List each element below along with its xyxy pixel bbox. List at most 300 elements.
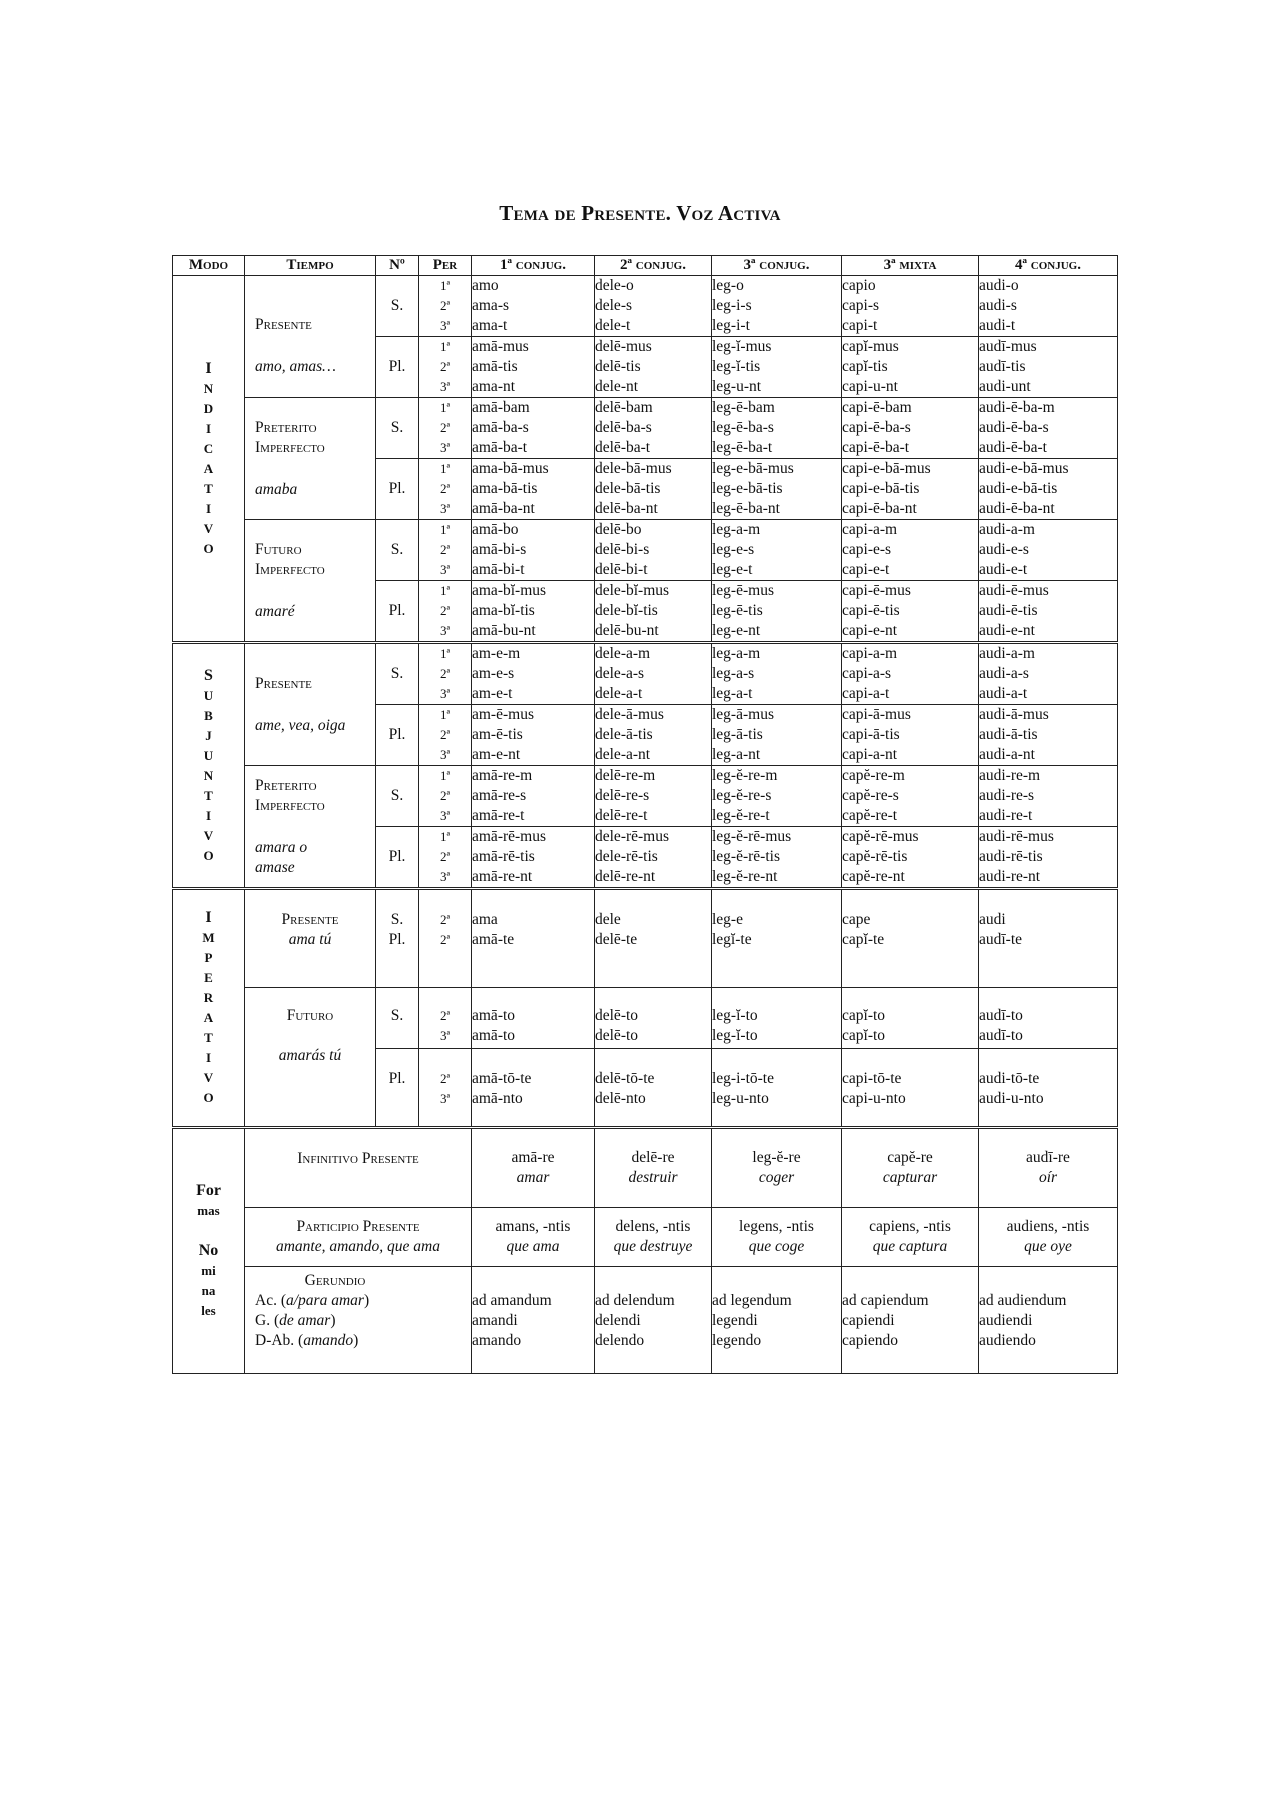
participio-form: audiens, -ntis xyxy=(1006,1218,1090,1235)
sub-imperfecto-name xyxy=(245,766,376,889)
numero-plural: Pl. xyxy=(376,705,419,766)
form-line: audi-unt xyxy=(979,378,1031,395)
form-line: ama-bĭ-mus xyxy=(472,582,547,599)
form-line: audi-tō-te xyxy=(979,1070,1040,1087)
form-line: 3ª xyxy=(439,1028,451,1043)
form-line: legendi xyxy=(712,1312,758,1329)
form-line: leg-a-m xyxy=(712,521,761,538)
gerundio-conj-1 xyxy=(472,1267,595,1374)
ind-futuro-name xyxy=(245,520,376,643)
form-line: capi-a-m xyxy=(842,521,898,538)
modo-letter: I xyxy=(205,807,212,823)
header-conj-3: 3ª conjug. xyxy=(712,256,842,276)
modo-letter: A xyxy=(203,1010,214,1025)
forms-sg-conj-4 xyxy=(842,398,979,459)
form-line: capi-ē-ba-t xyxy=(842,439,910,456)
form-line: audi-ē-ba-nt xyxy=(979,500,1055,517)
tense-line: amara o xyxy=(255,838,308,856)
form-line: delē-re-s xyxy=(595,787,650,804)
form-line: delē-nto xyxy=(595,1090,646,1107)
forms-sg-conj-1 xyxy=(472,766,595,827)
infinitivo-form: amā-re xyxy=(511,1149,555,1166)
forms-pl-conj-2 xyxy=(595,705,712,766)
form-line: audi-s xyxy=(979,297,1017,314)
modo-letter: T xyxy=(204,480,213,496)
form-line: capi-u-nt xyxy=(842,378,898,395)
case-suffix: ) xyxy=(363,1292,370,1309)
form-line: audī-to xyxy=(979,1007,1023,1024)
form-line: leg-e-t xyxy=(712,561,753,578)
forms-sg-conj-1 xyxy=(472,276,595,337)
imp-futuro-name xyxy=(245,988,376,1128)
form-line: am-ē-tis xyxy=(472,726,523,743)
form-line: dele-bĭ-tis xyxy=(595,602,658,619)
form-line: dele-a-nt xyxy=(595,746,651,763)
person-cell xyxy=(419,520,472,581)
form-line: leg-a-nt xyxy=(712,746,761,763)
form-line: delē-tō-te xyxy=(595,1070,655,1087)
form-line: 3ª xyxy=(439,747,451,762)
imp-futuro-sg-conj-2 xyxy=(595,988,712,1049)
imp-futuro-sg-conj-1 xyxy=(472,988,595,1049)
infinitivo-form: capĕ-re xyxy=(887,1149,933,1166)
infinitivo-form: leg-ĕ-re xyxy=(752,1149,801,1166)
form-line: dele-nt xyxy=(595,378,639,395)
form-line: audi-ē-ba-s xyxy=(979,419,1049,436)
infinitivo-row xyxy=(173,1128,1118,1208)
person-cell xyxy=(419,889,472,988)
participio-meaning: que captura xyxy=(872,1238,948,1255)
form-line: dele-t xyxy=(595,317,631,334)
form-line: 3ª xyxy=(439,501,451,516)
modo-letter: mas xyxy=(197,1203,220,1218)
form-line: capĭ-mus xyxy=(842,338,899,355)
form-line: amā-te xyxy=(472,931,515,948)
imp-futuro-sg-conj-5 xyxy=(979,988,1118,1049)
forms-sg-conj-4 xyxy=(842,766,979,827)
form-line: amā-re-m xyxy=(472,767,533,784)
person-line: 2ª xyxy=(439,932,451,947)
participio-meaning: que oye xyxy=(1024,1238,1072,1255)
numero-singular: S. xyxy=(390,911,404,928)
forms-pl-conj-4 xyxy=(842,581,979,643)
form-line: capĕ-re-s xyxy=(842,787,899,804)
form-line: 1ª xyxy=(439,583,451,598)
forms-sg-conj-4 xyxy=(842,643,979,705)
imp-presente-name xyxy=(245,889,376,988)
numero-singular: S. xyxy=(376,398,419,459)
imp-presente-conj-4 xyxy=(842,889,979,988)
numero-plural: Pl. xyxy=(388,931,406,948)
forms-pl-conj-4 xyxy=(842,705,979,766)
forms-pl-conj-3 xyxy=(712,581,842,643)
form-line: capĭ-to xyxy=(842,1027,886,1044)
ind-imperfecto-singular xyxy=(173,398,1118,459)
form-line: audī-mus xyxy=(979,338,1037,355)
form-line: dele-rē-tis xyxy=(595,848,658,865)
form-line: audi-ā-tis xyxy=(979,726,1038,743)
gerundio-row xyxy=(173,1267,1118,1374)
form-line: ama-bā-tis xyxy=(472,480,538,497)
participio-form: amans, -ntis xyxy=(495,1218,571,1235)
form-line: audiendo xyxy=(979,1332,1036,1349)
form-line: dele-s xyxy=(595,297,633,314)
form-line: dele-o xyxy=(595,277,634,294)
form-line: audi-a-m xyxy=(979,645,1035,662)
numero-plural: Pl. xyxy=(376,337,419,398)
conjugation-table xyxy=(172,255,1118,1374)
form-line: amā-mus xyxy=(472,338,529,355)
forms-sg-conj-2 xyxy=(595,643,712,705)
form-line: capi-ē-tis xyxy=(842,602,900,619)
form-line: ad capiendum xyxy=(842,1292,929,1309)
form-line: leg-i-t xyxy=(712,317,750,334)
form-line: amā-ba-nt xyxy=(472,500,535,517)
form-line: dele-bā-tis xyxy=(595,480,661,497)
form-line: audi-e-bā-mus xyxy=(979,460,1069,477)
form-line: 2ª xyxy=(439,298,451,313)
forms-pl-conj-1 xyxy=(472,337,595,398)
forms-pl-conj-5 xyxy=(979,705,1118,766)
form-line: dele-rē-mus xyxy=(595,828,670,845)
form-line: amā-bi-s xyxy=(472,541,527,558)
form-line: capi-ē-ba-s xyxy=(842,419,911,436)
form-line: capi-e-nt xyxy=(842,622,898,639)
form-line: 2ª xyxy=(439,542,451,557)
form-line: leg-ē-bam xyxy=(712,399,775,416)
form-line: 2ª xyxy=(439,788,451,803)
modo-letter: M xyxy=(202,930,215,945)
header-tiempo: Tiempo xyxy=(245,256,376,276)
form-line: audi-a-nt xyxy=(979,746,1035,763)
form-line: audi-re-nt xyxy=(979,868,1041,885)
person-cell xyxy=(419,581,472,643)
numero-plural: Pl. xyxy=(376,459,419,520)
modo-letter: na xyxy=(201,1283,216,1298)
form-line: 3ª xyxy=(439,562,451,577)
infinitivo-meaning: coger xyxy=(758,1169,795,1186)
form-line: am-ē-mus xyxy=(472,706,534,723)
participio-form: legens, -ntis xyxy=(739,1218,814,1235)
forms-pl-conj-1 xyxy=(472,827,595,889)
ind-imperfecto-name xyxy=(245,398,376,520)
form-line: capi-tō-te xyxy=(842,1070,902,1087)
form-line: capi-e-t xyxy=(842,561,890,578)
numero-singular: S. xyxy=(376,276,419,337)
forms-sg-conj-3 xyxy=(712,520,842,581)
tense-line: ama tú xyxy=(288,931,332,948)
imp-futuro-pl-conj-4 xyxy=(842,1049,979,1128)
form-line: audi-ē-ba-m xyxy=(979,399,1055,416)
header-persona: Per xyxy=(419,256,472,276)
imp-futuro-pl-conj-1 xyxy=(472,1049,595,1128)
modo-letter: I xyxy=(205,500,212,516)
forms-pl-conj-2 xyxy=(595,337,712,398)
modo-imperativo xyxy=(173,889,245,1128)
form-line: leg-o xyxy=(712,277,744,294)
forms-pl-conj-4 xyxy=(842,337,979,398)
form-line: 2ª xyxy=(439,849,451,864)
infinitivo-form: delē-re xyxy=(631,1149,675,1166)
form-line: leg-ĕ-rē-mus xyxy=(712,828,792,845)
form-line: amā-ba-s xyxy=(472,419,529,436)
tense-line: Presente xyxy=(255,674,312,692)
forms-pl-conj-5 xyxy=(979,581,1118,643)
form-line: ad legendum xyxy=(712,1292,792,1309)
imp-futuro-pl-conj-2 xyxy=(595,1049,712,1128)
numero-singular: S. xyxy=(376,988,419,1049)
case-prefix: D-Ab. ( xyxy=(255,1332,304,1349)
page-title: Tema de Presente. Voz Activa xyxy=(499,201,781,225)
forms-sg-conj-5 xyxy=(979,398,1118,459)
form-line: leg-i-s xyxy=(712,297,752,314)
modo-letter: I xyxy=(205,1050,212,1065)
infinitivo-meaning: destruir xyxy=(628,1169,678,1186)
infinitivo-label xyxy=(245,1128,472,1208)
numero-cell xyxy=(376,889,419,988)
form-line: capi-ē-mus xyxy=(842,582,911,599)
forms-pl-conj-1 xyxy=(472,705,595,766)
tense-line: Preterito xyxy=(255,776,317,794)
form-line: capi-u-nto xyxy=(842,1090,906,1107)
form-line: capi-ā-tis xyxy=(842,726,900,743)
forms-sg-conj-5 xyxy=(979,520,1118,581)
imp-presente-conj-2 xyxy=(595,889,712,988)
form-line: leg-e-bā-tis xyxy=(712,480,783,497)
infinitivo-form: audī-re xyxy=(1026,1149,1070,1166)
modo-letter: N xyxy=(203,767,214,783)
form-line: ama xyxy=(472,911,498,928)
form-line: amā-bi-t xyxy=(472,561,525,578)
form-line: 1ª xyxy=(439,829,451,844)
form-line: amo xyxy=(472,277,499,294)
gerundio-conj-3 xyxy=(712,1267,842,1374)
form-line: capiendo xyxy=(842,1332,898,1349)
form-line: audi xyxy=(979,911,1006,928)
form-line: audi-e-t xyxy=(979,561,1028,578)
form-line: capi-s xyxy=(842,297,880,314)
case-meaning: amando xyxy=(303,1332,354,1349)
participio-form: delens, -ntis xyxy=(615,1218,691,1235)
form-line: amā-bu-nt xyxy=(472,622,536,639)
forms-sg-conj-5 xyxy=(979,276,1118,337)
forms-sg-conj-2 xyxy=(595,398,712,459)
sub-presente-name xyxy=(245,643,376,766)
gerundio-label xyxy=(245,1267,472,1374)
form-line: leg-ĭ-mus xyxy=(712,338,772,355)
participio-meaning: que coge xyxy=(748,1238,805,1255)
form-line: leg-ā-mus xyxy=(712,706,774,723)
form-line: leg-ē-ba-t xyxy=(712,439,773,456)
forms-sg-conj-1 xyxy=(472,520,595,581)
form-line: dele-ā-mus xyxy=(595,706,664,723)
form-line: audi-u-nto xyxy=(979,1090,1044,1107)
modo-letter: D xyxy=(203,400,214,416)
gerundio-label-text: Gerundio xyxy=(304,1272,366,1289)
imp-futuro-pl-conj-5 xyxy=(979,1049,1118,1128)
form-line: 3ª xyxy=(439,686,451,701)
forms-sg-conj-2 xyxy=(595,276,712,337)
form-line: 3ª xyxy=(439,869,451,884)
gerundio-conj-2 xyxy=(595,1267,712,1374)
form-line: leg-ĕ-re-s xyxy=(712,787,772,804)
form-line: capĭ-to xyxy=(842,1007,886,1024)
modo-letter: U xyxy=(203,747,214,763)
modo-letter: U xyxy=(203,687,214,703)
form-line: leg-i-tō-te xyxy=(712,1070,774,1087)
form-line: amā-tō-te xyxy=(472,1070,532,1087)
tense-line: amaba xyxy=(255,480,298,498)
form-line: leg-ĭ-to xyxy=(712,1027,758,1044)
ind-futuro-singular xyxy=(173,520,1118,581)
form-line: ad amandum xyxy=(472,1292,552,1309)
form-line: amā-to xyxy=(472,1007,516,1024)
form-line: capiendi xyxy=(842,1312,895,1329)
form-line: audi-a-m xyxy=(979,521,1035,538)
form-line: audi-ē-tis xyxy=(979,602,1038,619)
form-line: capi-a-m xyxy=(842,645,898,662)
infinitivo-conj-1 xyxy=(472,1128,595,1208)
forms-sg-conj-2 xyxy=(595,520,712,581)
modo-letter: A xyxy=(203,460,214,476)
form-line: dele-a-s xyxy=(595,665,645,682)
modo-letter: O xyxy=(203,1090,214,1105)
modo-letter: I xyxy=(205,420,212,436)
person-cell xyxy=(419,398,472,459)
form-line: leg-e xyxy=(712,911,743,928)
form-line: delē-bi-s xyxy=(595,541,650,558)
form-line: delē-re-t xyxy=(595,807,648,824)
form-line: amā-rē-tis xyxy=(472,848,535,865)
participio-example: amante, amando, que ama xyxy=(275,1238,441,1255)
tense-line: Imperfecto xyxy=(255,796,325,814)
modo-letter: les xyxy=(201,1303,216,1318)
form-line: capĕ-re-nt xyxy=(842,868,905,885)
tense-line: Presente xyxy=(255,315,312,333)
form-line: amā-re-t xyxy=(472,807,525,824)
form-line: delendi xyxy=(595,1312,641,1329)
form-line: 1ª xyxy=(439,339,451,354)
header-numero: Nº xyxy=(376,256,419,276)
participio-conj-5 xyxy=(979,1208,1118,1267)
form-line: capĕ-re-m xyxy=(842,767,905,784)
form-line: amā-ba-t xyxy=(472,439,528,456)
form-line: 1ª xyxy=(439,522,451,537)
tense-line: Imperfecto xyxy=(255,438,325,456)
form-line: 1ª xyxy=(439,646,451,661)
person-cell xyxy=(419,337,472,398)
header-row xyxy=(173,256,1118,276)
form-line: am-e-s xyxy=(472,665,515,682)
form-line: audi-rē-tis xyxy=(979,848,1043,865)
infinitivo-conj-5 xyxy=(979,1128,1118,1208)
form-line: audi-rē-mus xyxy=(979,828,1054,845)
forms-pl-conj-3 xyxy=(712,827,842,889)
forms-sg-conj-3 xyxy=(712,643,842,705)
forms-pl-conj-3 xyxy=(712,459,842,520)
form-line: 1ª xyxy=(439,461,451,476)
tense-line: ame, vea, oiga xyxy=(255,716,346,734)
form-line: capi-e-bā-tis xyxy=(842,480,920,497)
form-line: capi-t xyxy=(842,317,878,334)
modo-formas-nominales xyxy=(173,1128,245,1374)
form-line: audi-a-s xyxy=(979,665,1029,682)
tense-line: Preterito xyxy=(255,418,317,436)
participio-conj-3 xyxy=(712,1208,842,1267)
form-line: amā-to xyxy=(472,1027,516,1044)
form-line: 3ª xyxy=(439,440,451,455)
person-cell xyxy=(419,766,472,827)
imp-futuro-sg-conj-3 xyxy=(712,988,842,1049)
form-line: am-e-t xyxy=(472,685,513,702)
form-line: delē-mus xyxy=(595,338,652,355)
form-line: 2ª xyxy=(439,727,451,742)
form-line: audiendi xyxy=(979,1312,1033,1329)
person-cell xyxy=(419,705,472,766)
form-line: audi-t xyxy=(979,317,1016,334)
form-line: delē-re-nt xyxy=(595,868,656,885)
forms-sg-conj-5 xyxy=(979,643,1118,705)
form-line: amā-bo xyxy=(472,521,519,538)
form-line: audi-e-bā-tis xyxy=(979,480,1058,497)
form-line: leg-e-s xyxy=(712,541,755,558)
form-line: delē-bu-nt xyxy=(595,622,659,639)
form-line: ad audiendum xyxy=(979,1292,1067,1309)
form-line: leg-a-t xyxy=(712,685,753,702)
form-line: dele-ā-tis xyxy=(595,726,653,743)
infinitivo-conj-3 xyxy=(712,1128,842,1208)
form-line: capĭ-te xyxy=(842,931,885,948)
form-line: dele-a-t xyxy=(595,685,643,702)
modo-letter: O xyxy=(203,540,214,556)
form-line: 2ª xyxy=(439,481,451,496)
form-line: leg-a-m xyxy=(712,645,761,662)
case-meaning: de amar xyxy=(279,1312,331,1329)
infinitivo-meaning: amar xyxy=(516,1169,550,1186)
form-line: 2ª xyxy=(439,420,451,435)
form-line: am-e-nt xyxy=(472,746,521,763)
modo-letter: I xyxy=(205,909,212,926)
form-line: 2ª xyxy=(439,1008,451,1023)
case-meaning: a/para amar xyxy=(286,1292,364,1309)
forms-sg-conj-4 xyxy=(842,520,979,581)
form-line: audī-te xyxy=(979,931,1023,948)
forms-sg-conj-1 xyxy=(472,398,595,459)
person-cell xyxy=(419,988,472,1049)
form-line: capio xyxy=(842,277,876,294)
modo-letter: S xyxy=(204,666,213,684)
numero-singular: S. xyxy=(376,520,419,581)
infinitivo-label-text: Infinitivo Presente xyxy=(297,1150,419,1167)
sub-presente-singular xyxy=(173,643,1118,705)
form-line: amā-rē-mus xyxy=(472,828,547,845)
header-conj-2: 2ª conjug. xyxy=(595,256,712,276)
modo-letter: J xyxy=(205,727,212,743)
form-line: capi-a-t xyxy=(842,685,890,702)
form-line: amando xyxy=(472,1332,522,1349)
form-line: leg-ĭ-tis xyxy=(712,358,761,375)
form-line: audi-re-t xyxy=(979,807,1033,824)
forms-pl-conj-3 xyxy=(712,705,842,766)
forms-sg-conj-4 xyxy=(842,276,979,337)
form-line: amā-re-nt xyxy=(472,868,533,885)
forms-pl-conj-4 xyxy=(842,459,979,520)
header-conj-4: 4ª conjug. xyxy=(979,256,1118,276)
gerundio-case xyxy=(255,1331,471,1351)
form-line: delē-to xyxy=(595,1007,639,1024)
forms-pl-conj-3 xyxy=(712,337,842,398)
form-line: dele xyxy=(595,911,621,928)
